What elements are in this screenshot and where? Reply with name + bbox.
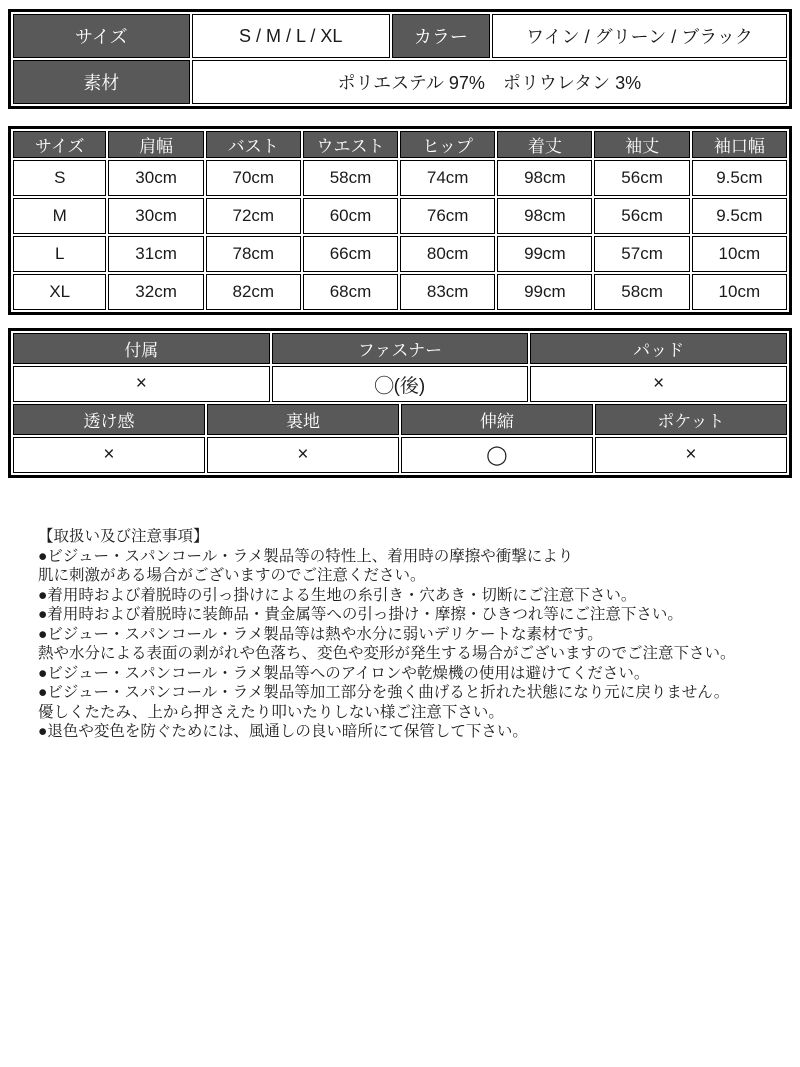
spec-row-size-color — [13, 14, 787, 58]
header-cell: ヒップ — [400, 131, 495, 158]
material-label-cell: 素材 — [13, 60, 190, 104]
value-cell: 10cm — [692, 274, 787, 310]
care-note-line: ●退色や変色を防ぐためには、風通しの良い暗所にて保管して下さい。 — [38, 723, 528, 740]
material-value-cell: ポリエステル 97% ポリウレタン 3% — [192, 60, 787, 104]
value-cell: L — [13, 236, 106, 272]
value-cell: 76cm — [400, 198, 495, 234]
care-note-line: ●着用時および着脱時に装飾品・貴金属等への引っ掛け・摩擦・ひきつれ等にご注意下さい。 — [38, 606, 683, 623]
features-value-row-1 — [13, 366, 787, 402]
value-cell: 80cm — [400, 236, 495, 272]
care-notes — [38, 527, 782, 742]
care-note-line: ●ビジュー・スパンコール・ラメ製品等加工部分を強く曲げると折れた状態になり元に戻りません。 — [38, 684, 730, 701]
value-cell: 58cm — [303, 160, 398, 196]
value-cell: XL — [13, 274, 106, 310]
care-note-line: ●ビジュー・スパンコール・ラメ製品等の特性上、着用時の摩擦や衝撃により — [38, 547, 574, 565]
value-cell: 56cm — [594, 160, 689, 196]
value-cell: 99cm — [497, 274, 592, 310]
care-note-line: 熱や水分による表面の剥がれや色落ち、変色や変形が発生する場合がございますのでご注意下さい。 — [38, 645, 736, 662]
value-cell: × — [530, 366, 787, 402]
header-cell: ポケット — [595, 404, 787, 435]
header-cell: 袖口幅 — [692, 131, 787, 158]
care-note-line: ●ビジュー・スパンコール・ラメ製品等は熱や水分に弱いデリケートな素材です。 — [38, 625, 603, 643]
header-cell: ファスナー — [272, 333, 529, 364]
value-cell: 98cm — [497, 198, 592, 234]
measurements-header-row — [13, 131, 787, 158]
value-cell: × — [13, 437, 205, 473]
value-cell: × — [207, 437, 399, 473]
value-cell: × — [595, 437, 787, 473]
value-cell: S — [13, 160, 106, 196]
header-cell: パッド — [530, 333, 787, 364]
value-cell: 78cm — [206, 236, 301, 272]
measurements-table — [8, 126, 792, 315]
value-cell: 57cm — [594, 236, 689, 272]
header-cell: 付属 — [13, 333, 270, 364]
value-cell: 66cm — [303, 236, 398, 272]
value-cell: 56cm — [594, 198, 689, 234]
value-cell: 82cm — [206, 274, 301, 310]
color-label-cell: カラー — [392, 14, 490, 58]
value-cell: 9.5cm — [692, 198, 787, 234]
features-value-row-2 — [13, 437, 787, 473]
features-table — [8, 328, 792, 478]
features-header-row-1 — [13, 333, 787, 364]
care-note-line: 優しくたたみ、上から押さえたり叩いたりしない様ご注意下さい。 — [38, 703, 504, 721]
measurements-row-xl — [13, 274, 787, 310]
header-cell: 伸縮 — [401, 404, 593, 435]
header-cell: 透け感 — [13, 404, 205, 435]
size-label-cell: サイズ — [13, 14, 190, 58]
value-cell: ◯ — [401, 437, 593, 473]
value-cell: 70cm — [206, 160, 301, 196]
value-cell: 74cm — [400, 160, 495, 196]
spec-row-material — [13, 60, 787, 104]
value-cell: 9.5cm — [692, 160, 787, 196]
value-cell: 30cm — [108, 160, 203, 196]
value-cell: 98cm — [497, 160, 592, 196]
care-note-line: ●着用時および着脱時の引っ掛けによる生地の糸引き・穴あき・切断にご注意下さい。 — [38, 586, 637, 604]
header-cell: 袖丈 — [594, 131, 689, 158]
value-cell: 72cm — [206, 198, 301, 234]
color-value-cell: ワイン / グリーン / ブラック — [492, 14, 787, 58]
size-value-cell: S / M / L / XL — [192, 14, 390, 58]
care-note-line: ●ビジュー・スパンコール・ラメ製品等へのアイロンや乾燥機の使用は避けてください。 — [38, 664, 650, 682]
measurements-row-s — [13, 160, 787, 196]
value-cell: 32cm — [108, 274, 203, 310]
value-cell: 10cm — [692, 236, 787, 272]
value-cell: ◯(後) — [272, 366, 529, 402]
header-cell: バスト — [206, 131, 301, 158]
value-cell: 83cm — [400, 274, 495, 310]
value-cell: × — [13, 366, 270, 402]
value-cell: 30cm — [108, 198, 203, 234]
spec-table — [8, 9, 792, 109]
header-cell: 肩幅 — [108, 131, 203, 158]
value-cell: 31cm — [108, 236, 203, 272]
header-cell: 裏地 — [207, 404, 399, 435]
value-cell: 68cm — [303, 274, 398, 310]
measurements-row-l — [13, 236, 787, 272]
header-cell: サイズ — [13, 131, 106, 158]
value-cell: 58cm — [594, 274, 689, 310]
value-cell: 60cm — [303, 198, 398, 234]
measurements-row-m — [13, 198, 787, 234]
features-header-row-2 — [13, 404, 787, 435]
care-note-line: 肌に刺激がある場合がございますのでご注意ください。 — [38, 567, 426, 584]
care-notes-title: 【取扱い及び注意事項】 — [38, 528, 209, 545]
header-cell: ウエスト — [303, 131, 398, 158]
value-cell: 99cm — [497, 236, 592, 272]
value-cell: M — [13, 198, 106, 234]
header-cell: 着丈 — [497, 131, 592, 158]
